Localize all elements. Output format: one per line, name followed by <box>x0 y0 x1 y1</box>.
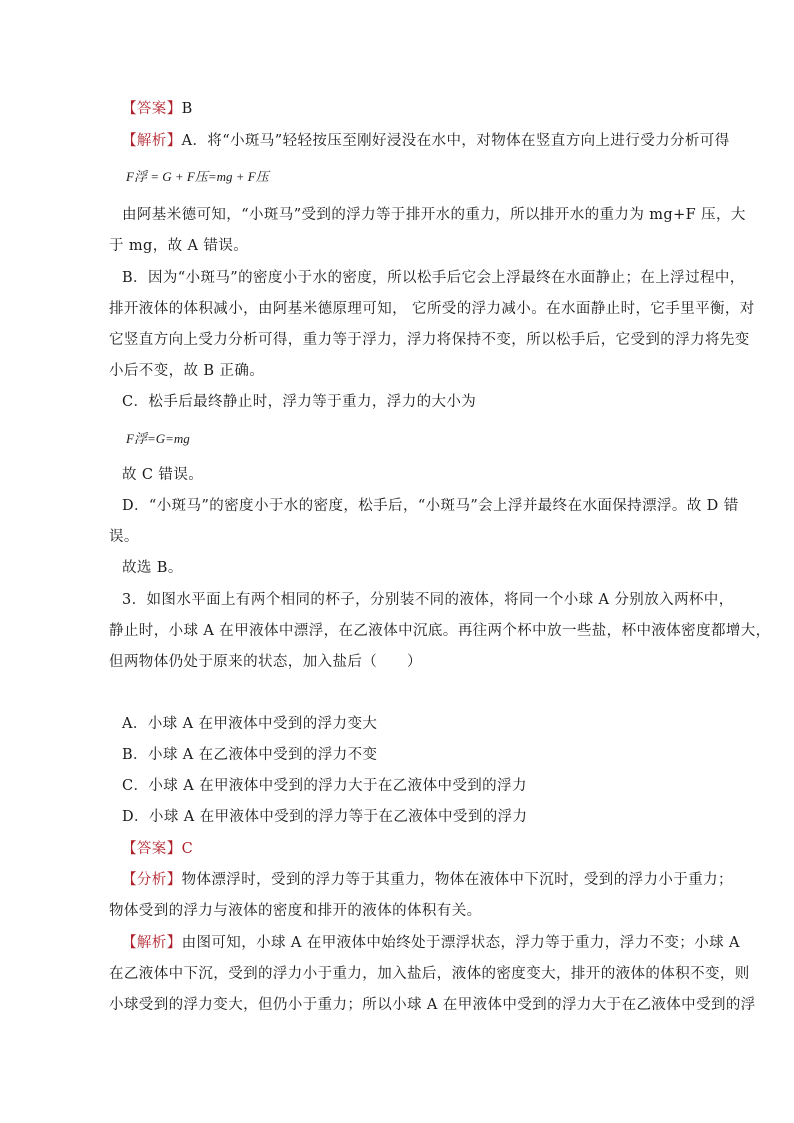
fenxi-3-line1 <box>122 870 733 890</box>
question-3-line3: 但两物体仍处于原来的状态，加入盐后（ ） <box>109 654 422 670</box>
formula-text: F浮 = G + F压=mg + F压 <box>126 169 269 184</box>
analysis-a-cont2: 于 mg，故 A 错误。 <box>109 238 249 254</box>
fenxi-tag: 【分析】 <box>122 872 182 888</box>
analysis-tag: 【解析】 <box>122 935 182 951</box>
analysis-b1: B．因为“小斑马”的密度小于水的密度，所以松手后它会上浮最终在水面静止；在上浮过程中， <box>122 270 745 286</box>
question-3-line1: 3．如图水平面上有两个相同的杯子，分别装不同的液体，将同一个小球 A 分别放入两杯中， <box>122 592 734 608</box>
option-d: D．小球 A 在甲液体中受到的浮力等于在乙液体中受到的浮力 <box>122 809 528 825</box>
formula-buoyancy-2 <box>126 428 190 447</box>
option-c: C．小球 A 在甲液体中受到的浮力大于在乙液体中受到的浮力 <box>122 778 527 794</box>
formula-buoyancy-1 <box>126 166 269 185</box>
analysis-b2: 排开液体的体积减小，由阿基米德原理可知， 它所受的浮力减小。在水面静止时，它手里平衡，对 <box>109 301 755 317</box>
analysis-a-first <box>122 131 730 151</box>
analysis-3-line2: 在乙液体中下沉，受到的浮力小于重力，加入盐后，液体的密度变大，排开的液体的体积不变，则 <box>109 966 750 982</box>
answer-3 <box>122 839 193 859</box>
option-b: B．小球 A 在乙液体中受到的浮力不变 <box>122 747 378 763</box>
analysis-a-cont1: 由阿基米德可知，“小斑马”受到的浮力等于排开水的重力，所以排开水的重力为 mg+F 压，大 <box>122 207 746 223</box>
fenxi-text: 物体漂浮时，受到的浮力等于其重力，物体在液体中下沉时，受到的浮力小于重力； <box>181 872 733 888</box>
answer-tag: 【答案】 <box>122 101 182 117</box>
analysis-c1: C．松手后最终静止时，浮力等于重力，浮力的大小为 <box>122 394 477 410</box>
analysis-d1: D．“小斑马”的密度小于水的密度，松手后，“小斑马”会上浮并最终在水面保持漂浮。故 D 错 <box>122 498 739 514</box>
answer-value: B <box>181 101 193 117</box>
answer-tag: 【答案】 <box>122 841 182 857</box>
question-3-line2: 静止时，小球 A 在甲液体中漂浮，在乙液体中沉底。再往两个杯中放一些盐，杯中液体密度都增大， <box>109 623 771 639</box>
analysis-text: 由图可知，小球 A 在甲液体中始终处于漂浮状态，浮力等于重力，浮力不变；小球 A <box>181 935 740 951</box>
fenxi-3-line2: 物体受到的浮力与液体的密度和排开的液体的体积有关。 <box>109 903 482 919</box>
option-a: A．小球 A 在甲液体中受到的浮力变大 <box>122 716 378 732</box>
analysis-text: A．将“小斑马”轻轻按压至刚好浸没在水中，对物体在竖直方向上进行受力分析可得 <box>181 133 730 149</box>
answer-value: C <box>181 841 194 857</box>
formula-text: F浮=G=mg <box>126 431 190 446</box>
analysis-3-line1 <box>122 933 740 953</box>
conclusion: 故选 B。 <box>122 560 183 576</box>
analysis-c2: 故 C 错误。 <box>122 467 204 483</box>
analysis-tag: 【解析】 <box>122 133 182 149</box>
answer-1 <box>122 99 193 119</box>
analysis-b4: 小后不变，故 B 正确。 <box>109 363 265 379</box>
analysis-b3: 它竖直方向上受力分析可得，重力等于浮力，浮力将保持不变，所以松手后，它受到的浮力将先变 <box>109 332 750 348</box>
analysis-3-line3: 小球受到的浮力变大，但仍小于重力；所以小球 A 在甲液体中受到的浮力大于在乙液体中受到的浮 <box>109 997 756 1013</box>
analysis-d2: 误。 <box>109 529 139 545</box>
